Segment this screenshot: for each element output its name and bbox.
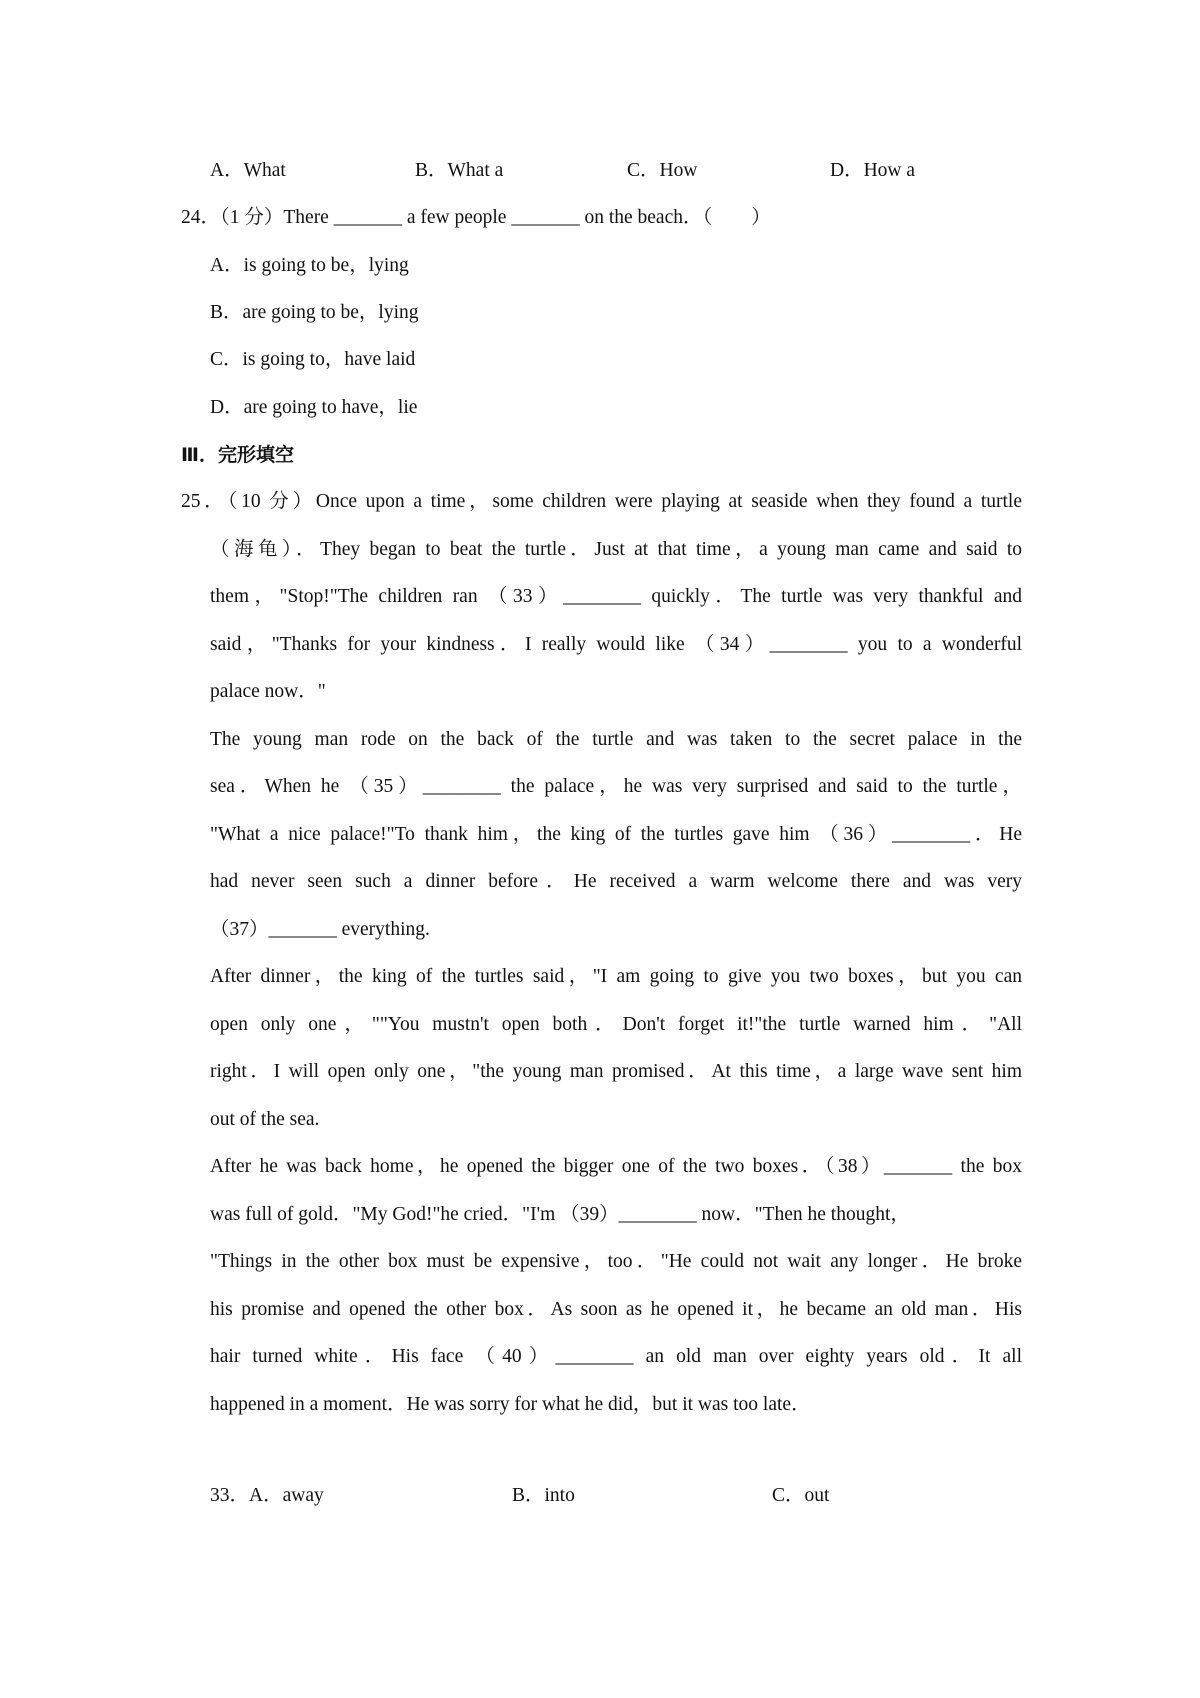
q25-line: "What a nice palace!"To thank him，the king of the turtles gave him （36）________．He	[210, 824, 1022, 845]
q33-option-a: 33．A．away	[210, 1485, 324, 1506]
q23-option-b: B．What a	[415, 160, 504, 181]
q25-line: was full of gold．"My God!"he cried．"I'm （39）________ now．"Then he thought，	[210, 1204, 910, 1225]
section-heading: Ⅲ．完形填空	[181, 444, 294, 466]
q24-stem: 24．（1 分）There _______ a few people _______ on the beach．（ ）	[181, 207, 771, 228]
q23-option-d: D．How a	[830, 160, 916, 181]
q25-line: his promise and opened the other box．As soon as he opened it，he became an old man．His	[210, 1299, 1022, 1320]
q33-option-b: B．into	[512, 1485, 575, 1506]
q23-option-a: A．What	[210, 160, 286, 181]
q25-line: "Things in the other box must be expensive，too．"He could not wait any longer．He broke	[210, 1251, 1022, 1272]
q24-option-d: D．are going to have，lie	[210, 397, 418, 418]
q24-option-c: C．is going to，have laid	[210, 349, 416, 370]
q24-option-a: A．is going to be，lying	[210, 255, 409, 276]
q25-line: them，"Stop!"The children ran （33）________ quickly．The turtle was very thankful and	[210, 586, 1022, 607]
q25-line: right．I will open only one，"the young man promised．At this time，a large wave sent him	[210, 1061, 1022, 1082]
q25-line: （37）_______ everything.	[210, 919, 430, 940]
q25-line: After dinner，the king of the turtles said，"I am going to give you two boxes，but you can	[210, 966, 1022, 987]
q25-line: palace now．"	[210, 681, 326, 702]
q33-option-c: C．out	[772, 1485, 830, 1506]
q25-line: said，"Thanks for your kindness．I really would like （34）________ you to a wonderful	[210, 634, 1022, 655]
q23-option-c: C．How	[627, 160, 698, 181]
q25-line: hair turned white．His face （40）________ an old man over eighty years old．It all	[210, 1346, 1022, 1367]
q25-line: open only one，""You mustn't open both．Don't forget it!"the turtle warned him．"All	[210, 1014, 1022, 1035]
q25-line: had never seen such a dinner before．He received a warm welcome there and was very	[210, 871, 1022, 892]
q25-line: happened in a moment．He was sorry for what he did，but it was too late．	[210, 1394, 811, 1415]
q25-line: sea．When he （35）________ the palace，he was very surprised and said to the turtle，	[210, 776, 1022, 797]
q25-line: The young man rode on the back of the turtle and was taken to the secret palace in the	[210, 729, 1022, 750]
q24-option-b: B．are going to be，lying	[210, 302, 419, 323]
q25-line: out of the sea.	[210, 1109, 320, 1130]
q25-line: （海龟）．They began to beat the turtle．Just at that time，a young man came and said to	[210, 539, 1022, 560]
q25-line: After he was back home，he opened the bigger one of the two boxes．（38）_______ the box	[210, 1156, 1022, 1177]
q25-line: 25．（10 分）Once upon a time，some children were playing at seaside when they found a turtle	[181, 491, 1022, 512]
